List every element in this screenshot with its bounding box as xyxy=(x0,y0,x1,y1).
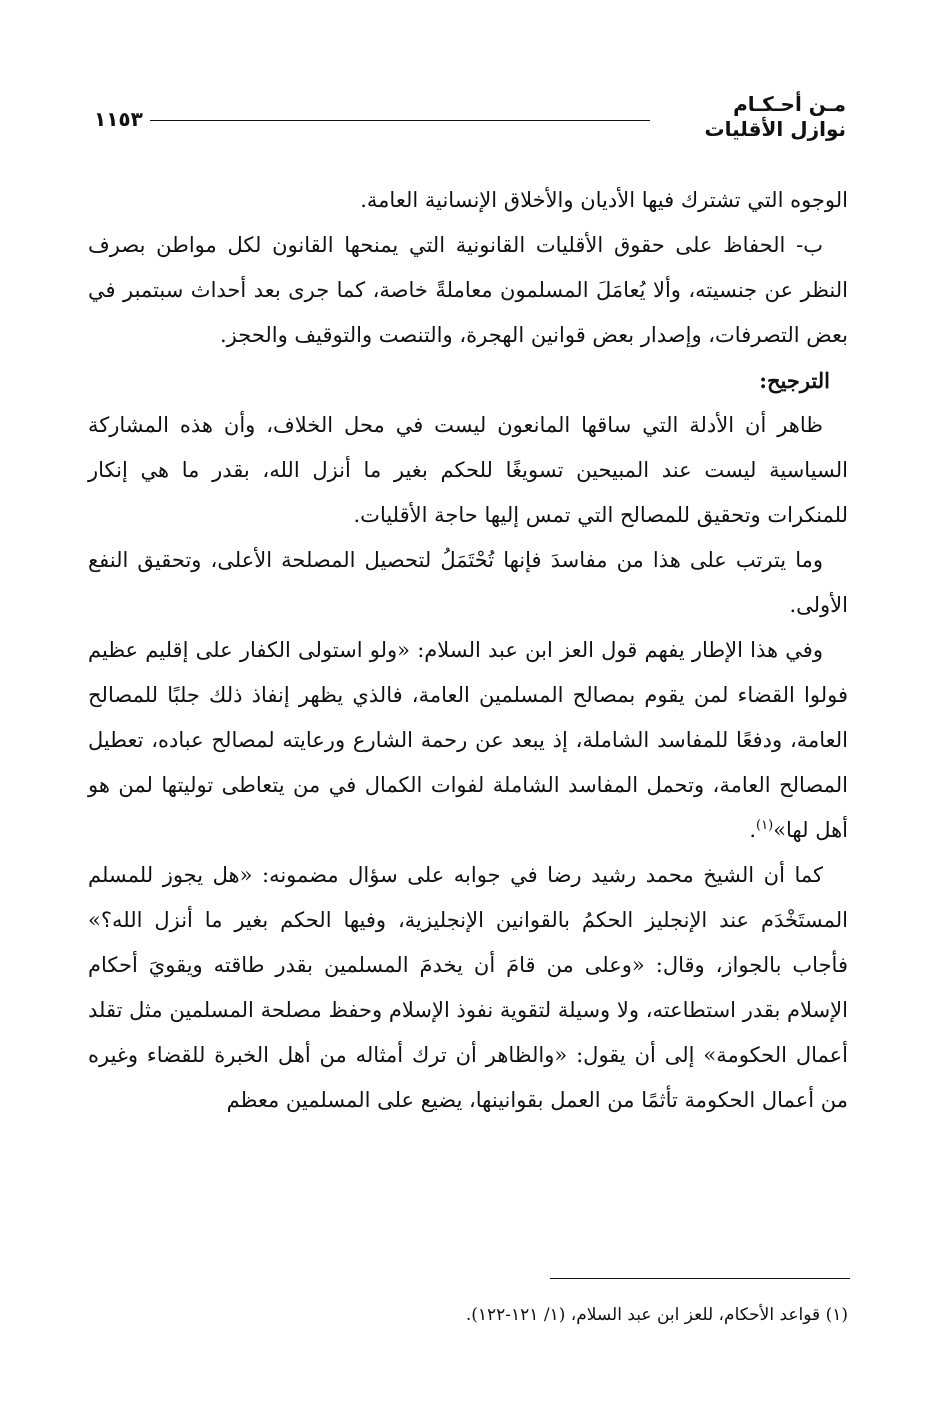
body-text xyxy=(88,178,848,1123)
header-title-line-2: نوازل الأقليات xyxy=(704,117,846,141)
page-number: ١١٥٣ xyxy=(94,107,143,131)
footnote-separator xyxy=(550,1278,850,1279)
paragraph-text: وفي هذا الإطار يفهم قول العز ابن عبد السلام: «ولو استولى الكفار على إقليم عظيم فولوا القضاء لمن يقوم بمصالح المسلمين العامة، فالذي يظهر إنفاذ ذلك جلبًا للمصالح العامة، ودفعًا للمفاسد الشاملة، إذ يبعد عن رحمة الشارع ورعايته لمصالح عباده، تعطيل المصالح العامة، وتحمل المفاسد الشاملة لفوات الكمال في من يتعاطى توليتها لمن هو أهل لها» xyxy=(88,638,848,842)
footnote: (١) قواعد الأحكام، للعز ابن عبد السلام، (١/ ١٢١-١٢٢). xyxy=(465,1305,848,1325)
paragraph: وما يترتب على هذا من مفاسدَ فإنها تُحْتَمَلُ لتحصيل المصلحة الأعلى، وتحقيق النفع الأولى. xyxy=(88,548,848,617)
paragraph-with-footnote xyxy=(88,628,848,853)
section-heading-tarjih: الترجيح: xyxy=(759,368,830,393)
header-rule xyxy=(150,120,650,121)
header-title-line-1: مـن أحـكـام xyxy=(733,92,846,116)
running-header-title xyxy=(704,92,846,142)
paragraph: كما أن الشيخ محمد رشيد رضا في جوابه على سؤال مضمونه: «هل يجوز للمسلم المستَخْدَم عند الإنجليز الحكمُ بالقوانين الإنجليزية، وفيها الحكم بغير ما أنزل الله؟» فأجاب بالجواز، وقال: «وعلى من قامَ أن يخدمَ المسلمين بقدر طاقته ويقويَ أحكام الإسلام بقدر استطاعته، ولا وسيلة لتقوية نفوذ الإسلام وحفظ مصلحة المسلمين مثل تقلد أعمال الحكومة» إلى أن يقول: «والظاهر أن ترك أمثاله من أهل الخبرة للقضاء وغيره من أعمال الحكومة تأثمًا من العمل بقوانينها، يضيع على المسلمين معظم xyxy=(88,863,848,1112)
footnote-reference: (١) xyxy=(756,818,774,833)
paragraph: ظاهر أن الأدلة التي ساقها المانعون ليست في محل الخلاف، وأن هذه المشاركة السياسية ليست عند المبيحين تسويغًا للحكم بغير ما أنزل الله، بقدر ما هي إنكار للمنكرات وتحقيق للمصالح التي تمس إليها حاجة الأقليات. xyxy=(88,413,848,527)
paragraph: الوجوه التي تشترك فيها الأديان والأخلاق الإنسانية العامة. xyxy=(360,188,848,212)
paragraph-end-period: . xyxy=(749,818,757,842)
paragraph: ب- الحفاظ على حقوق الأقليات القانونية التي يمنحها القانون لكل مواطن بصرف النظر عن جنسيته، وألا يُعامَلَ المسلمون معاملةً خاصة، كما جرى بعد أحداث سبتمبر في بعض التصرفات، وإصدار بعض قوانين الهجرة، والتنصت والتوقيف والحجز. xyxy=(88,233,848,347)
